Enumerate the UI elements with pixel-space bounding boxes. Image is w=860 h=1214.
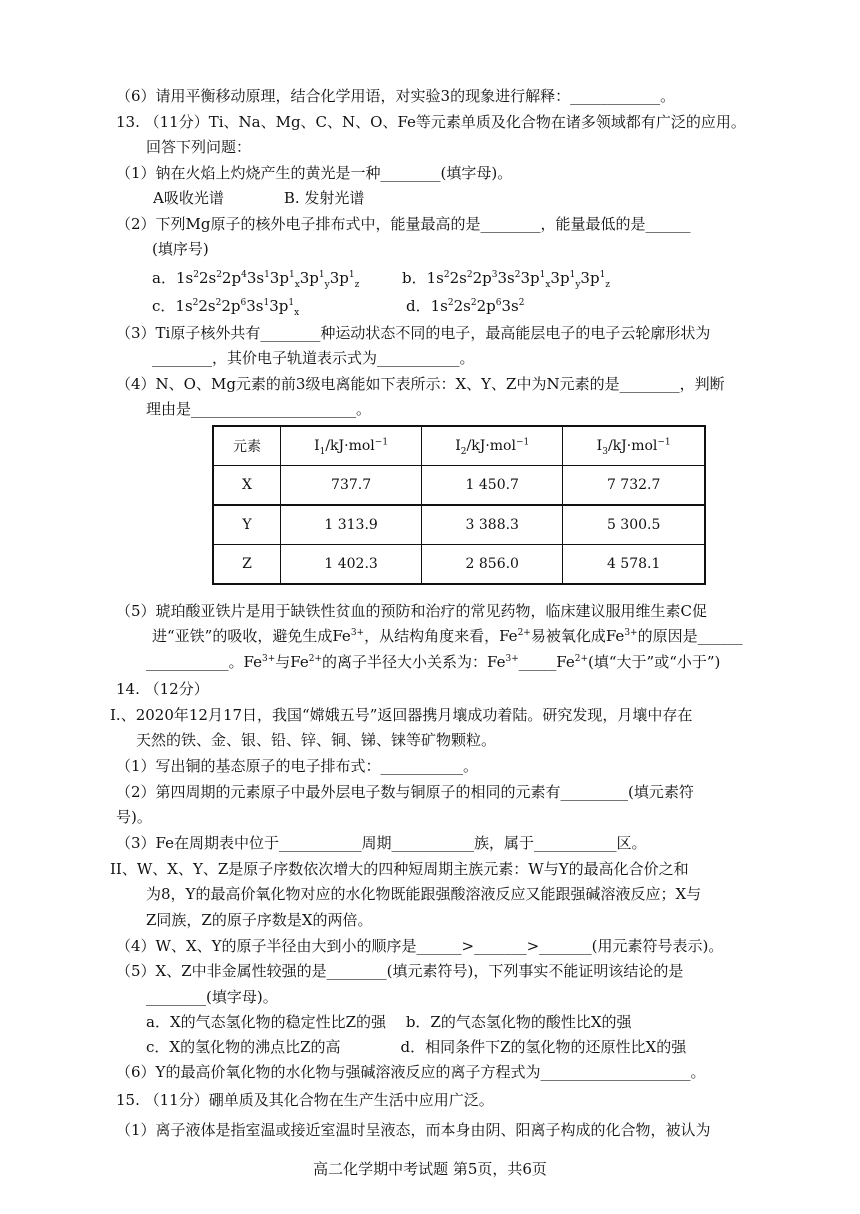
q14-part1: I.、2020年12月17日，我国“嫦娥五号”返回器携月壤成功着陆。研究发现，月壤中存在 — [110, 706, 693, 724]
q13-4: （4）N、O、Mg元素的前3级电离能如下表所示：X、Y、Z中为N元素的是________，判断 — [116, 375, 725, 393]
q13-title: 13. （11分）Ti、Na、Mg、C、N、O、Fe等元素单质及化合物在诸多领域都有广泛的应用。 — [116, 113, 746, 131]
table-cell: Z — [213, 545, 281, 585]
q14-2-cont: 号)。 — [116, 808, 152, 826]
table-cell: X — [213, 466, 281, 506]
q13-2-note: (填序号) — [152, 240, 209, 258]
q13-2: （2）下列Mg原子的核外电子排布式中，能量最高的是________，能量最低的是______ — [116, 215, 691, 233]
q13-5-cont2: ___________。$Fe^{3+}$与$Fe^{2+}$的离子半径大小关系为：$Fe^{3+}\_\_\_\_\_Fe^{2+}$(填“大于”或“小于”) — [146, 653, 721, 671]
q13-5: （5）琥珀酸亚铁片是用于缺铁性贫血的预防和治疗的常见药物，临床建议服用维生素C促 — [116, 602, 708, 620]
table-cell: Y — [213, 505, 281, 545]
q14-3: （3）Fe在周期表中位于___________周期___________族，属于___________区。 — [116, 834, 647, 852]
header-element: 元素 — [213, 426, 281, 466]
table-header-row — [213, 426, 705, 466]
q13-5-cont1: 进“亚铁”的吸收，避免生成$Fe^{3+}$，从结构角度来看，$Fe^{2+}$易被氧化成$Fe^{3+}$的原因是______ — [152, 627, 743, 645]
header-i1: $I_1/kJ\cdot mol^{-1}$ — [281, 426, 422, 466]
table-row — [213, 466, 705, 506]
q14-title: 14. （12分） — [116, 680, 209, 698]
table-cell: 3 388.3 — [422, 505, 563, 545]
q13-1-options: A吸收光谱 B. 发射光谱 — [153, 189, 365, 207]
q14-part2-cont1: 为8，Y的最高价氧化物对应的水化物既能跟强酸溶液反应又能跟强碱溶液反应；X与 — [146, 885, 702, 903]
table-cell: 1 402.3 — [281, 545, 422, 585]
q14-5: （5）X、Z中非金属性较强的是________(填元素符号)，下列事实不能证明该结论的是 — [116, 962, 684, 980]
q14-5-options-ab: a．X的气态氢化物的稳定性比Z的强 b．Z的气态氢化物的酸性比X的强 — [146, 1013, 632, 1031]
q14-5-options-cd: c．X的氢化物的沸点比Z的高 d．相同条件下Z的氢化物的还原性比X的强 — [146, 1038, 687, 1056]
q15-1: （1）离子液体是指室温或接近室温时呈液态，而本身由阴、阳离子构成的化合物，被认为 — [116, 1121, 711, 1139]
q13-intro: 回答下列问题： — [146, 138, 252, 156]
mg-option-c: c．$1s^22s^22p^63s^13p^1_x$ — [152, 297, 300, 318]
q14-part2: II、W、X、Y、Z是原子序数依次增大的四种短周期主族元素：W与Y的最高化合价之和 — [110, 860, 689, 878]
q14-2: （2）第四周期的元素原子中最外层电子数与铜原子的相同的元素有_________(填元素符 — [116, 783, 694, 801]
table-cell: 7 732.7 — [563, 466, 705, 506]
q14-part2-cont2: Z同族，Z的原子序数是X的两倍。 — [146, 911, 373, 929]
table-cell: 1 313.9 — [281, 505, 422, 545]
table-cell: 5 300.5 — [563, 505, 705, 545]
q12-6: （6）请用平衡移动原理，结合化学用语，对实验3的现象进行解释：____________。 — [116, 87, 676, 105]
q13-4-cont: 理由是______________________。 — [146, 400, 372, 418]
header-i3: $I_3/kJ\cdot mol^{-1}$ — [563, 426, 705, 466]
table-row — [213, 545, 705, 585]
q14-4: （4）W、X、Y的原子半径由大到小的顺序是______>_______>_______(用元素符号表示)。 — [116, 937, 724, 955]
q15-title: 15. （11分）硼单质及其化合物在生产生活中应用广泛。 — [116, 1091, 494, 1109]
q13-3-cont: ________，其价电子轨道表示式为___________。 — [152, 349, 475, 367]
page-footer: 高二化学期中考试题 第5页，共6页 — [313, 1160, 547, 1178]
mg-option-b: b．$1s^22s^22p^33s^23p^1_x3p^1_y3p^1_z$ — [402, 269, 611, 290]
q14-6: （6）Y的最高价氧化物的水化物与强碱溶液反应的离子方程式为____________________。 — [116, 1063, 706, 1081]
q13-3: （3）Ti原子核外共有________种运动状态不同的电子，最高能层电子的电子云轮廓形状为 — [116, 324, 711, 342]
mg-option-d: d．$1s^22s^22p^63s^2$ — [406, 297, 525, 315]
q14-1: （1）写出铜的基态原子的电子排布式：___________。 — [116, 757, 479, 775]
header-i2: $I_2/kJ\cdot mol^{-1}$ — [422, 426, 563, 466]
q14-5-cont: ________(填字母)。 — [146, 988, 278, 1006]
table-cell: 2 856.0 — [422, 545, 563, 585]
q13-1: （1）钠在火焰上灼烧产生的黄光是一种________(填字母)。 — [116, 164, 513, 182]
q14-part1-cont: 天然的铁、金、银、铅、锌、铜、锑、铼等矿物颗粒。 — [136, 731, 497, 749]
table-cell: 4 578.1 — [563, 545, 705, 585]
table-row — [213, 505, 705, 545]
ionization-energy-table — [212, 425, 706, 585]
table-cell: 737.7 — [281, 466, 422, 506]
mg-option-a: a．$1s^22s^22p^43s^13p^1_x3p^1_y3p^1_z$ — [152, 269, 360, 290]
table-cell: 1 450.7 — [422, 466, 563, 506]
